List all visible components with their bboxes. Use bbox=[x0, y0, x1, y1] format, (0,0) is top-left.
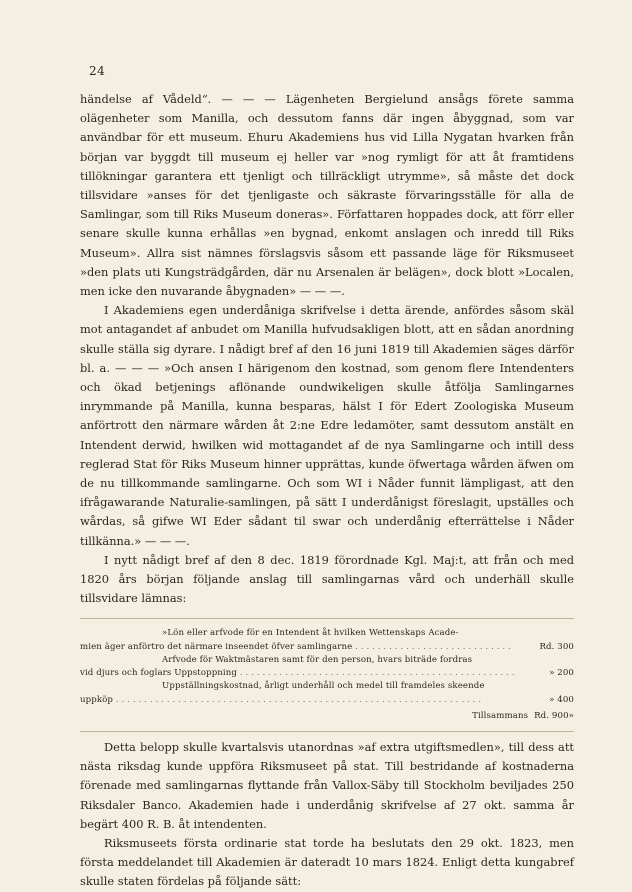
budget-total-label: Tillsammans bbox=[472, 710, 529, 721]
page-number: 24 bbox=[89, 64, 106, 78]
budget-total bbox=[80, 710, 574, 723]
budget-item-amount: Rd. 300 bbox=[539, 641, 574, 652]
paragraph: I Akademiens egen underdåniga skrifvelse i detta ärende, anfördes såsom skäl mot antagandet af anbudet om Manilla hufvudsakligen blott, att en sådan anordning skulle ställa sig dyrare. I nådigt bref af den 16 juni 1819 till Akademien säges därför bl. a. — — — »Och ansen I härigenom den kostnad, som genom flere Intendenters och ökad betjenings aflönande oundwikeligen skulle åtfölja Samlingarnes inrymmande på Manilla, kunna besparas, hälst I för Edert Zoologiska Museum anförtrott den närmare wården åt 2:ne Edre ledamöter, samt dessutom anstält en Intendent derwid, hwilken wid mottagandet af de nya Samlingarne och intill dess reglerad Stat för Riks Museum hinner upprättas, kunde öfwertaga wården äfwen om de nu tillkommande samlingarne. Och som WI i Nåder funnit lämpligast, att den ifrågawarande Naturalie-samlingen, på sätt I underdånigst föreslagit, upställes och wårdas, så gifwe WI Eder sådant til swar och underdånig efterrättelse i Nåder tillkänna.» — — —. bbox=[80, 303, 574, 548]
budget-total-amount: Rd. 900» bbox=[534, 710, 574, 721]
budget-table bbox=[80, 618, 574, 731]
paragraph: händelse af Vådeld“. — — — Lägenheten Bergielund ansågs förete samma olägenheter som Manilla, och dessutom fanns där ingen åbyggnad, som var användbar för ett museum. Ehuru Akademiens hus vid Lilla Nygatan hvarken från början var byggdt till museum ej heller var »nog rymligt för att åt framtidens tillökningar garantera ett tjenligt och tillräckligt utrymme», så måste det dock tillsvidare »anses för det tjenligaste och säkraste förvaringsställe för alla de Samlingar, som till Riks Museum doneras». Författaren hoppades dock, att förr eller senare skulle kunna erhållas »en bygnad, enkomt anslagen och inredd till Riks Museum». Allra sist nämnes förslagsvis såsom ett passande läge för Riksmuseet »den plats uti Kungsträdgården, där nu Arsenalen är belägen», dock blott »Localen, men icke den nuvarande åbygnaden» — — —. bbox=[80, 92, 574, 299]
budget-item-row bbox=[80, 641, 574, 654]
paragraph: Detta belopp skulle kvartalsvis utanordnas »af extra utgiftsmedlen», till dess att nästa riksdag kunde uppföra Riksmuseet på stat. Till bestridande af kostnaderna förenade med samlingarnas flyttande från Vallox-Säby till Stockholm beviljades 250 Riksdaler Banco. Akademien hade i underdånig skrifvelse af 27 okt. samma år begärt 400 R. B. åt intendenten. bbox=[80, 739, 574, 831]
paragraph: I nytt nådigt bref af den 8 dec. 1819 förordnade Kgl. Maj:t, att från och med 1820 års början följande anslag till samlingarnas vård och underhäll skulle tillsvidare lämnas: bbox=[80, 552, 574, 606]
body-text bbox=[80, 90, 574, 892]
budget-item bbox=[80, 627, 574, 653]
budget-item-row bbox=[80, 694, 574, 707]
budget-item-line: Arfvode för Waktmästaren samt för den person, hvars biträde fordras bbox=[162, 654, 473, 665]
budget-item bbox=[80, 680, 574, 706]
budget-item-line: »Lön eller arfvode för en Intendent åt hvilken Wettenskaps Acade- bbox=[162, 628, 459, 639]
budget-item-description: vid djurs och foglars Uppstoppning . . . bbox=[80, 667, 514, 680]
budget-item-description: uppköp . . . bbox=[80, 694, 514, 707]
budget-item-amount: » 200 bbox=[549, 668, 574, 679]
budget-item-description: mien äger anförtro det närmare inseendet öfver samlingarne . . . bbox=[80, 641, 514, 654]
budget-item bbox=[80, 654, 574, 680]
paragraph: Riksmuseets första ordinarie stat torde ha beslutats den 29 okt. 1823, men första meddelandet till Akademien är dateradt 10 mars 1824. Enligt detta kungabref skulle staten fördelas på följande sätt: bbox=[80, 835, 574, 889]
budget-item-line: Uppställningskostnad, årligt underhåll och medel till framdeles skeende bbox=[162, 681, 485, 692]
budget-item-amount: » 400 bbox=[549, 694, 574, 705]
budget-item-row bbox=[80, 667, 574, 680]
